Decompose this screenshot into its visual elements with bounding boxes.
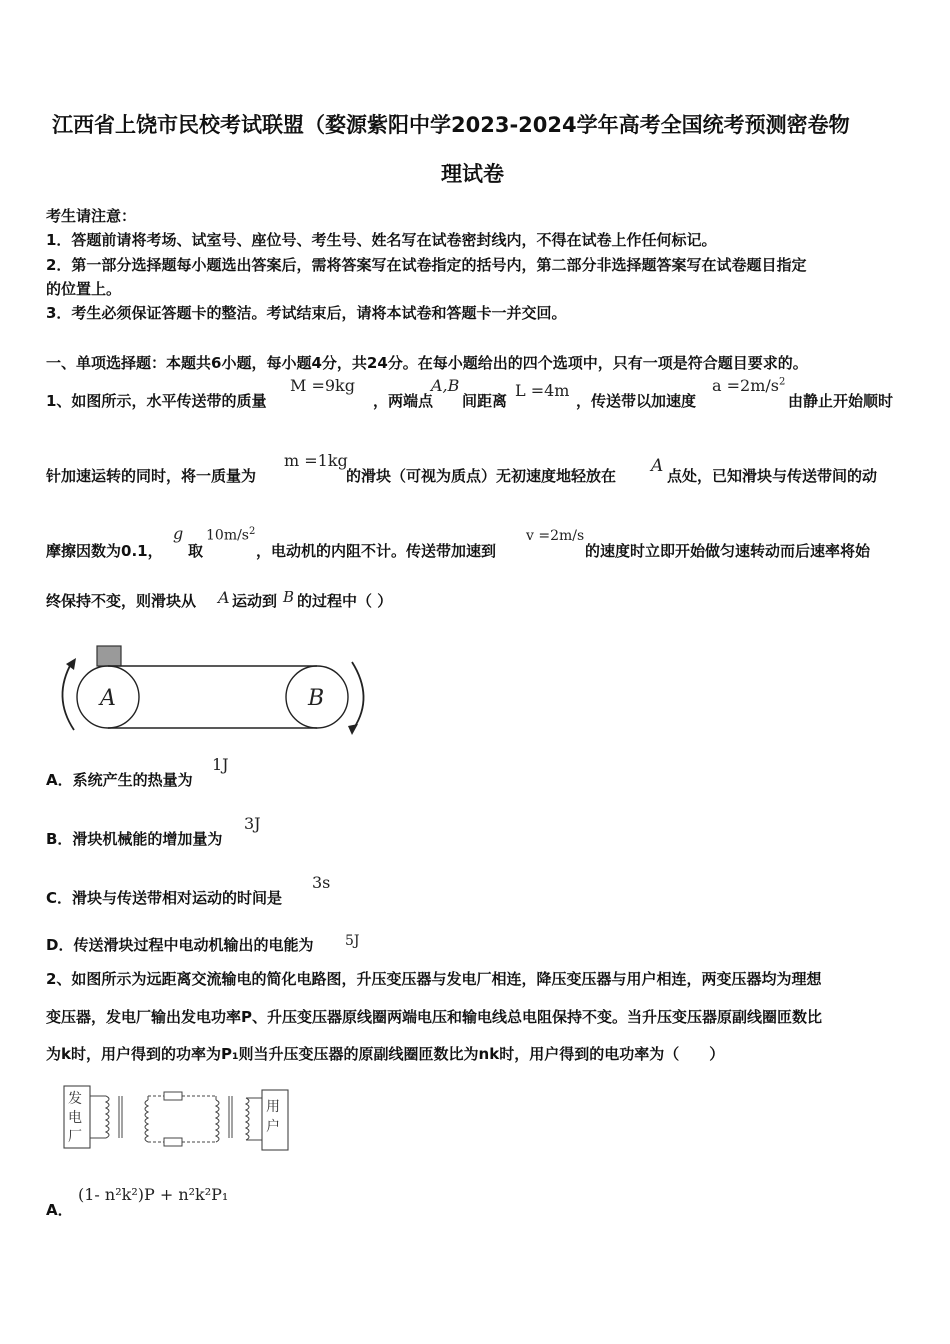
q1-option-c: C．滑块与传送带相对运动的时间是 — [46, 889, 283, 907]
power-plant-char-3: 厂 — [68, 1129, 82, 1145]
notice-item-2-line2: 的位置上。 — [46, 280, 122, 298]
q1-text-1: 1、如图所示，水平传送带的质量 — [46, 392, 267, 410]
q1-text-10: 取 — [188, 542, 204, 560]
q1-text-3: 间距离 — [462, 392, 508, 410]
conveyor-belt-figure — [52, 642, 372, 742]
q2-line-3: 为k时，用户得到的功率为P₁则当升压变压器的原副线圈匝数比为nk时，用户得到的电功率为（ ） — [46, 1045, 725, 1063]
q1-text-8: 点处，已知滑块与传送带间的动 — [667, 467, 878, 485]
q1-text-12: 的速度时立即开始做匀速转动而后速率将始 — [585, 542, 871, 560]
power-plant-char-1: 发 — [68, 1091, 82, 1107]
q1-math-from-a: A — [218, 588, 230, 607]
q2-line-2: 变压器，发电厂输出发电功率P、升压变压器原线圈两端电压和输电线总电阻保持不变。当升压变压器原副线圈匝数比 — [46, 1008, 822, 1026]
q1-text-15: 的过程中（ ） — [297, 592, 393, 610]
notice-item-1: 1．答题前请将考场、试室号、座位号、考生号、姓名写在试卷密封线内，不得在试卷上作任何标记。 — [46, 231, 717, 249]
line-resistor-bottom — [164, 1138, 182, 1146]
rotation-arrow-left — [62, 662, 74, 730]
pulley-b-label: B — [308, 686, 325, 711]
q1-math-m: m =1kg — [284, 451, 348, 470]
section-heading: 一、单项选择题：本题共6小题，每小题4分，共24分。在每小题给出的四个选项中，只有一项是符合题目要求的。 — [46, 354, 808, 372]
page-title-line2: 理试卷 — [441, 162, 504, 186]
q1-text-14: 运动到 — [232, 592, 278, 610]
q1-math-length: L =4m — [515, 381, 570, 400]
q2-line-1: 2、如图所示为远距离交流输电的简化电路图，升压变压器与发电厂相连，降压变压器与用户相连，两变压器均为理想 — [46, 970, 822, 988]
q2-option-a-formula: (1- n²k²)P + n²k²P₁ — [78, 1185, 229, 1204]
slider-block — [97, 646, 121, 666]
step-up-primary-coil — [106, 1096, 109, 1138]
user-char-2: 户 — [266, 1119, 280, 1135]
q1-text-4: ，传送带以加速度 — [576, 392, 697, 410]
q1-option-d-value: 5J — [345, 933, 360, 949]
q1-option-c-value: 3s — [312, 873, 331, 892]
q1-text-11: ，电动机的内阻不计。传送带加速到 — [256, 542, 497, 560]
q1-math-v: v =2m/s — [526, 528, 585, 544]
q1-text-9: 摩擦因数为0.1， — [46, 542, 163, 560]
notice-item-2-line1: 2．第一部分选择题每小题选出答案后，需将答案写在试卷指定的括号内，第二部分非选择题答案写在试卷题目指定 — [46, 256, 807, 274]
q1-option-b-value: 3J — [244, 814, 261, 833]
power-transmission-figure — [62, 1084, 302, 1154]
q1-text-2: ，两端点 — [373, 392, 434, 410]
rotation-arrow-left-head — [66, 658, 76, 670]
q1-option-b: B．滑块机械能的增加量为 — [46, 830, 223, 848]
rotation-arrow-right-head — [348, 724, 358, 735]
step-down-primary-coil — [216, 1100, 219, 1142]
power-plant-char-2: 电 — [68, 1110, 82, 1126]
q1-text-7: 的滑块（可视为质点）无初速度地轻放在 — [346, 467, 617, 485]
q1-math-g: g — [173, 524, 184, 543]
q1-option-d: D．传送滑块过程中电动机输出的电能为 — [46, 936, 314, 954]
q1-option-a-value: 1J — [212, 755, 229, 774]
q1-text-6: 针加速运转的同时，将一质量为 — [46, 467, 257, 485]
q1-math-accel: $a =2m/s^2$ — [712, 376, 786, 395]
rotation-arrow-right — [352, 662, 364, 728]
notice-item-3: 3．考生必须保证答题卡的整洁。考试结束后，请将本试卷和答题卡一并交回。 — [46, 304, 567, 322]
q1-option-a: A．系统产生的热量为 — [46, 771, 193, 789]
q1-math-point-a: A — [651, 456, 664, 476]
step-up-secondary-coil — [145, 1100, 148, 1142]
q1-math-to-b: B — [283, 588, 295, 606]
q1-text-13: 终保持不变，则滑块从 — [46, 592, 197, 610]
pulley-a-label: A — [100, 686, 116, 711]
q2-option-a: A． — [46, 1201, 73, 1219]
notice-heading: 考生请注意： — [46, 207, 137, 225]
q1-math-ab: A,B — [431, 376, 460, 395]
q1-math-g-value: $10m/s^2$ — [206, 526, 256, 544]
step-down-secondary-coil — [246, 1098, 249, 1140]
q1-text-5: 由静止开始顺时 — [788, 392, 894, 410]
q1-math-mass: M =9kg — [290, 376, 355, 395]
line-resistor-top — [164, 1092, 182, 1100]
user-char-1: 用 — [266, 1099, 280, 1115]
page-title-line1: 江西省上饶市民校考试联盟（婺源紫阳中学2023-2024学年高考全国统考预测密卷物 — [52, 113, 850, 137]
